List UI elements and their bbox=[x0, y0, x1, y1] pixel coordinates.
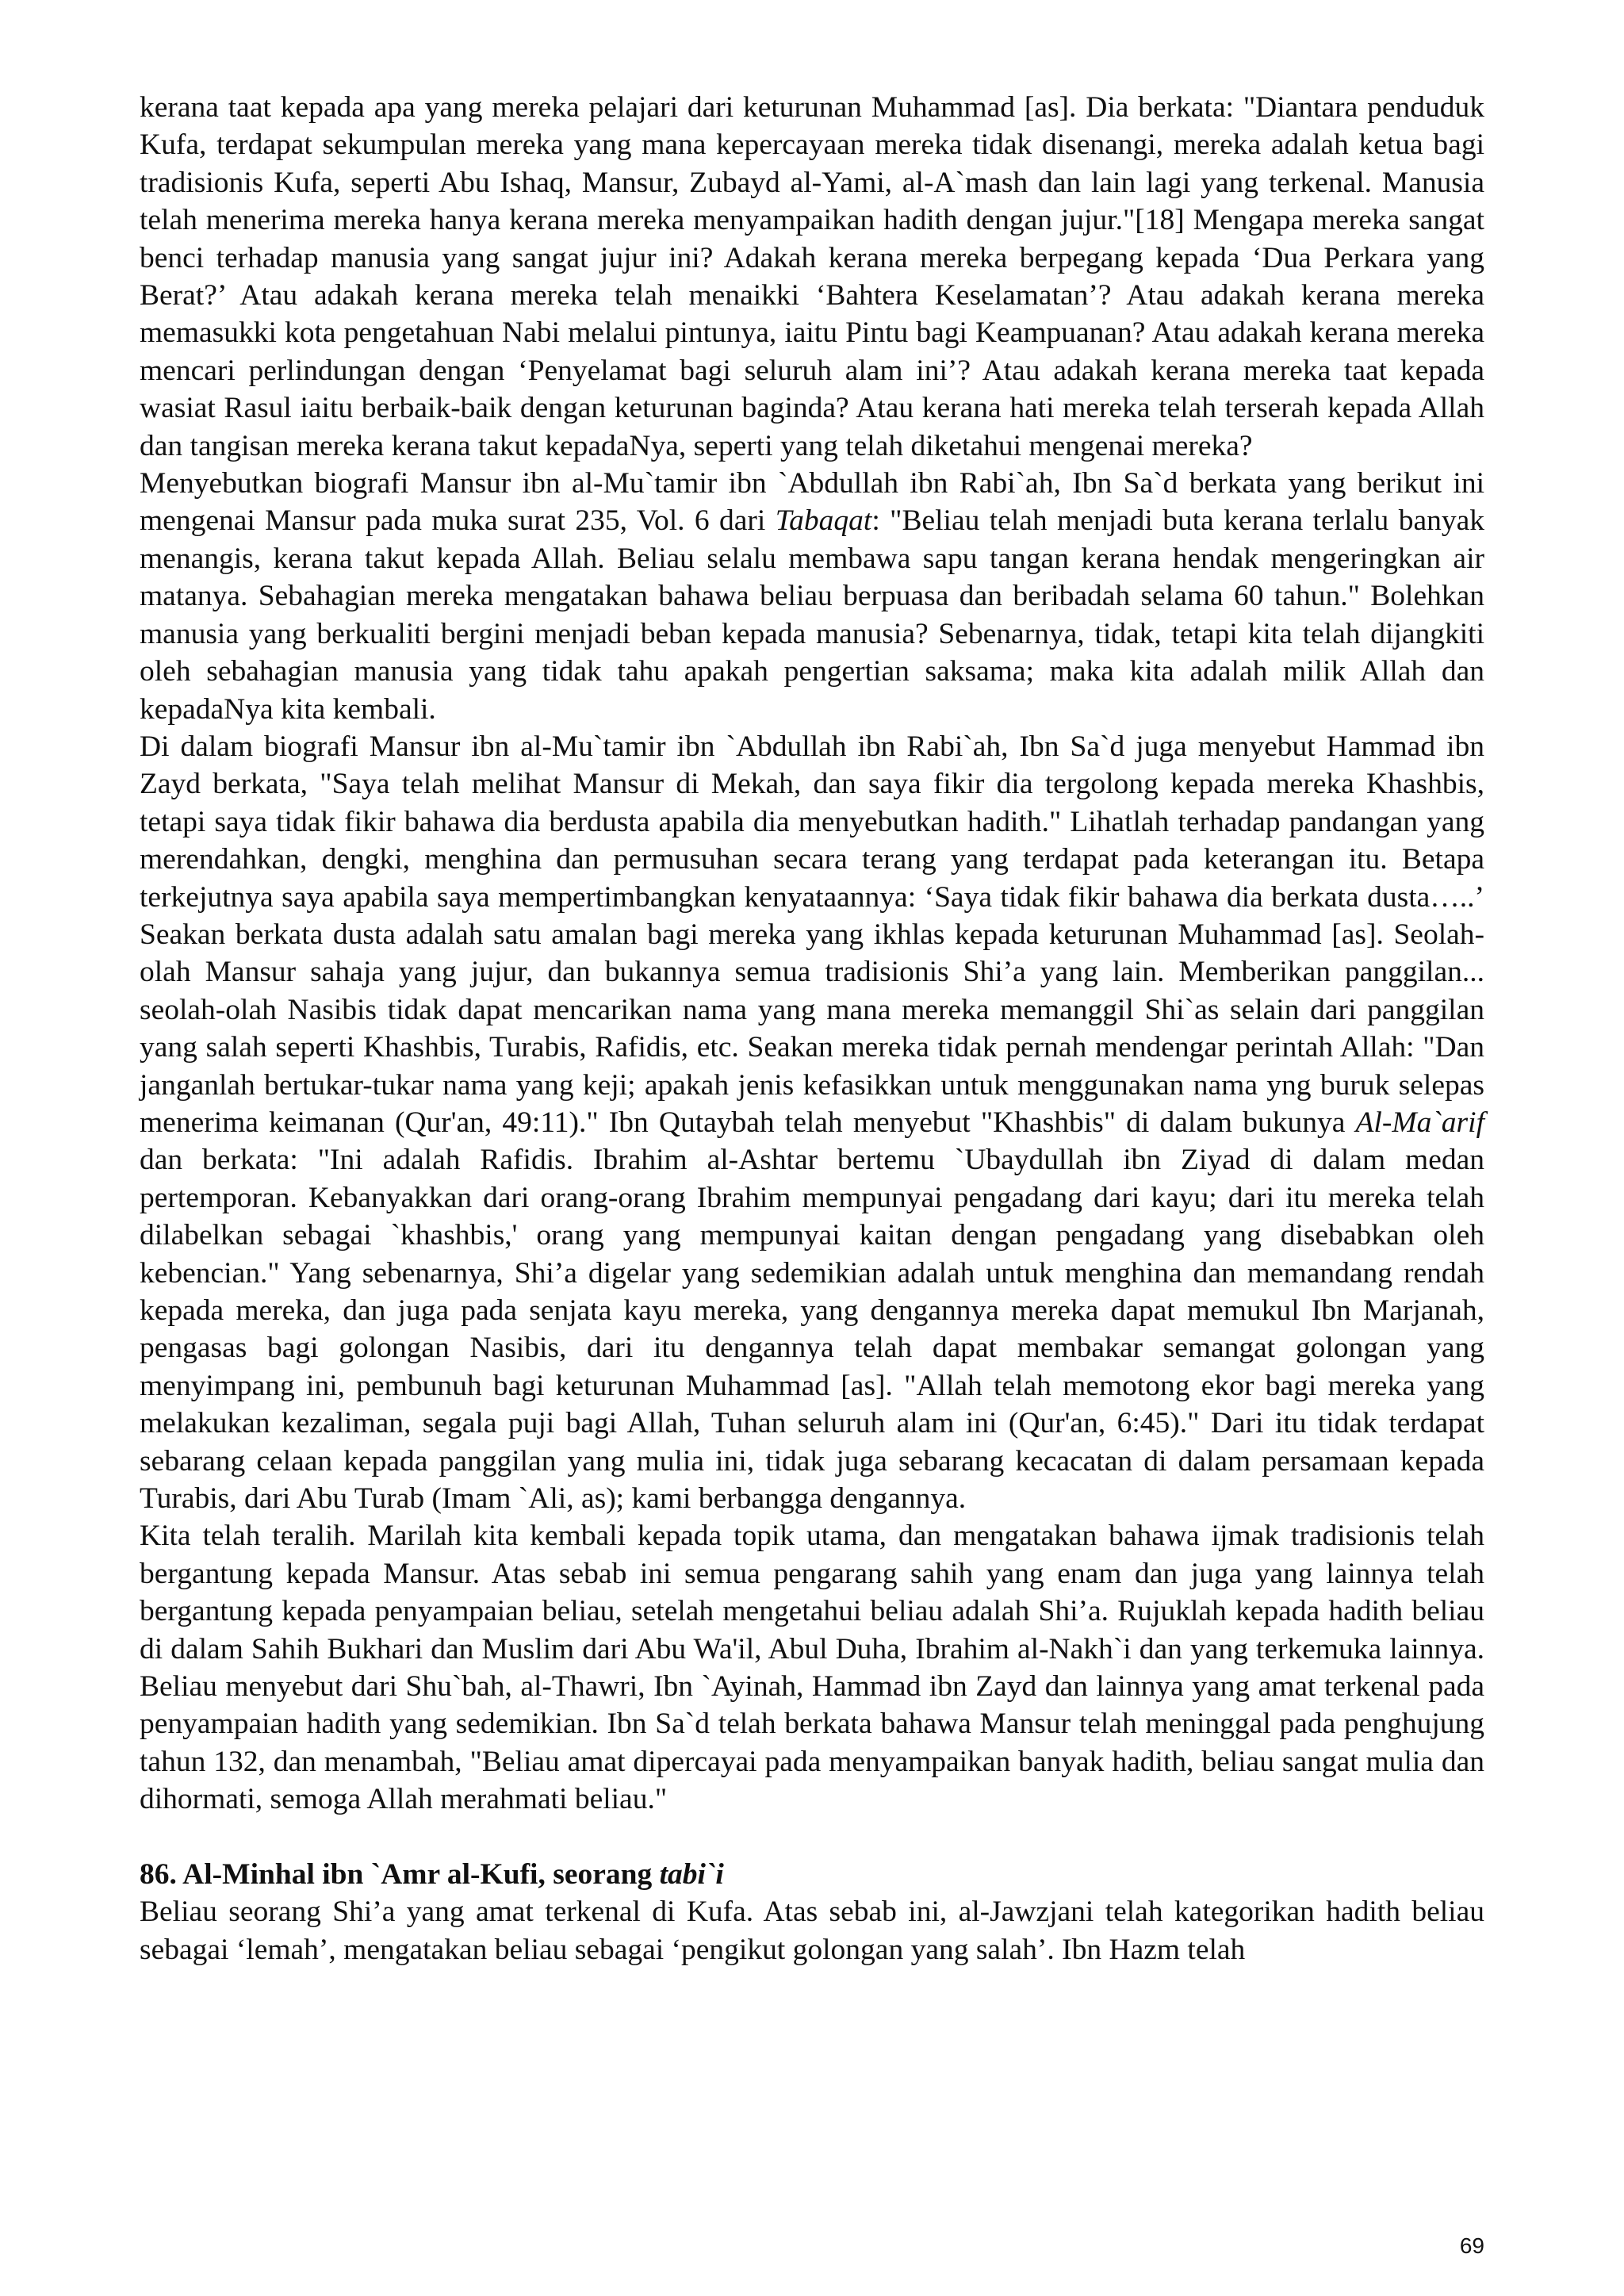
document-page bbox=[140, 89, 1484, 1968]
book-title-tabaqat: Tabaqat bbox=[775, 504, 872, 538]
section-heading-italic: tabi`i bbox=[659, 1857, 724, 1891]
paragraph-3-text-a: Di dalam biografi Mansur ibn al-Mu`tamir ibn `Abdullah ibn Rabi`ah, Ibn Sa`d juga menyebut Hammad ibn Zayd berkata, "Saya telah melihat Mansur di Mekah, dan saya fikir dia tergolong kepada mereka Khashbis, tetapi saya tidak fikir bahawa dia berdusta apabila dia menyebutkan hadith." Lihatlah terhadap pandangan yang merendahkan, dengki, menghina dan permusuhan secara terang yang terdapat pada keterangan itu. Betapa terkejutnya saya apabila saya mempertimbangkan kenyataannya: ‘Saya tidak fikir bahawa dia berkata dusta…..’ Seakan berkata dusta adalah satu amalan bagi mereka yang ikhlas kepada keturunan Muhammad [as]. Seolah-olah Mansur sahaja yang jujur, dan bukannya semua tradisionis Shi’a yang lain. Memberikan panggilan... seolah-olah Nasibis tidak dapat mencarikan nama yang mana mereka memanggil Shi`as selain dari panggilan yang salah seperti Khashbis, Turabis, Rafidis, etc. Seakan mereka tidak pernah mendengar perintah Allah: "Dan janganlah bertukar-tukar nama yang keji; apakah jenis kefasikkan untuk menggunakan nama yng buruk selepas menerima keimanan (Qur'an, 49:11)." Ibn Qutaybah telah menyebut "Khashbis" di dalam bukunya bbox=[140, 730, 1484, 1139]
paragraph-2-text-b: : "Beliau telah menjadi buta kerana terlalu banyak menangis, kerana takut kepada Allah. Beliau selalu membawa sapu tangan kerana hendak mengeringkan air matanya. Sebahagian mereka mengatakan bahawa beliau berpuasa dan beribadah selama 60 tahun." Bolehkan manusia yang berkualiti bergini menjadi beban kepada manusia? Sebenarnya, tidak, tetapi kita telah dijangkiti oleh sebahagian manusia yang tidak tahu apakah pengertian saksama; maka kita adalah milik Allah dan kepadaNya kita kembali. bbox=[140, 504, 1484, 726]
paragraph-3-text-b: dan berkata: "Ini adalah Rafidis. Ibrahim al-Ashtar bertemu `Ubaydullah ibn Ziyad di dalam medan pertemporan. Kebanyakkan dari orang-orang Ibrahim mempunyai pengadang dari kayu; dari itu mereka telah dilabelkan sebagai `khashbis,' orang yang mempunyai kaitan dengan pengadang yang disebabkan oleh kebencian." Yang sebenarnya, Shi’a digelar yang sedemikian adalah untuk menghina dan memandang rendah kepada mereka, dan juga pada senjata kayu mereka, yang dengannya mereka dapat memukul Ibn Marjanah, pengasas bagi golongan Nasibis, dari itu dengannya telah dapat membakar semangat golongan yang menyimpang ini, pembunuh bagi keturunan Muhammad [as]. "Allah telah memotong ekor bagi mereka yang melakukan kezaliman, segala puji bagi Allah, Tuhan seluruh alam ini (Qur'an, 6:45)." Dari itu tidak terdapat sebarang celaan kepada panggilan yang mulia ini, tidak juga sebarang kecacatan di dalam persamaan kepada Turabis, dari Abu Turab (Imam `Ali, as); kami berbangga dengannya. bbox=[140, 1144, 1484, 1516]
book-title-al-maarif: Al-Ma`arif bbox=[1355, 1106, 1484, 1139]
closing-paragraph-text: Beliau seorang Shi’a yang amat terkenal di Kufa. Atas sebab ini, al-Jawzjani telah kategorikan hadith beliau sebagai ‘lemah’, mengatakan beliau sebagai ‘pengikut golongan yang salah’. Ibn Hazm telah bbox=[140, 1895, 1484, 1966]
paragraph-4 bbox=[140, 1517, 1484, 1818]
section-heading bbox=[140, 1856, 1484, 1893]
paragraph-2-text-a: Menyebutkan biografi Mansur ibn al-Mu`tamir ibn `Abdullah ibn Rabi`ah, Ibn Sa`d berkata yang berikut ini mengenai Mansur pada muka surat 235, Vol. 6 dari bbox=[140, 467, 1484, 538]
closing-paragraph bbox=[140, 1893, 1484, 1968]
paragraph-1-text: kerana taat kepada apa yang mereka pelajari dari keturunan Muhammad [as]. Dia berkata: "Diantara penduduk Kufa, terdapat sekumpulan mereka yang mana kepercayaan mereka tidak disenangi, mereka adalah ketua bagi tradisionis Kufa, seperti Abu Ishaq, Mansur, Zubayd al-Yami, al-A`mash dan lain lagi yang terkenal. Manusia telah menerima mereka hanya kerana mereka menyampaikan hadith dengan jujur."[18] Mengapa mereka sangat benci terhadap manusia yang sangat jujur ini? Adakah kerana mereka berpegang kepada ‘Dua Perkara yang Berat?’ Atau adakah kerana mereka telah menaikki ‘Bahtera Keselamatan’? Atau adakah kerana mereka memasukki kota pengetahuan Nabi melalui pintunya, iaitu Pintu bagi Keampuanan? Atau adakah kerana mereka mencari perlindungan dengan ‘Penyelamat bagi seluruh alam ini’? Atau adakah kerana mereka taat kepada wasiat Rasul iaitu berbaik-baik dengan keturunan baginda? Atau kerana hati mereka telah terserah kepada Allah dan tangisan mereka kerana takut kepadaNya, seperti yang telah diketahui mengenai mereka? bbox=[140, 91, 1484, 462]
paragraph-2 bbox=[140, 465, 1484, 728]
page-number: 69 bbox=[1459, 2233, 1484, 2258]
paragraph-1 bbox=[140, 89, 1484, 465]
paragraph-4-text: Kita telah teralih. Marilah kita kembali kepada topik utama, dan mengatakan bahawa ijmak tradisionis telah bergantung kepada Mansur. Atas sebab ini semua pengarang sahih yang enam dan juga yang lainnya telah bergantung kepada penyampaian beliau, setelah mengetahui beliau adalah Shi’a. Rujuklah kepada hadith beliau di dalam Sahih Bukhari dan Muslim dari Abu Wa'il, Abul Duha, Ibrahim al-Nakh`i dan yang terkemuka lainnya. Beliau menyebut dari Shu`bah, al-Thawri, Ibn `Ayinah, Hammad ibn Zayd dan lainnya yang amat terkenal pada penyampaian hadith yang sedemikian. Ibn Sa`d telah berkata bahawa Mansur telah meninggal pada penghujung tahun 132, dan menambah, "Beliau amat dipercayai pada menyampaikan banyak hadith, beliau sangat mulia dan dihormati, semoga Allah merahmati beliau." bbox=[140, 1520, 1484, 1816]
paragraph-3 bbox=[140, 728, 1484, 1518]
section-heading-text: 86. Al-Minhal ibn `Amr al-Kufi, seorang bbox=[140, 1857, 660, 1891]
